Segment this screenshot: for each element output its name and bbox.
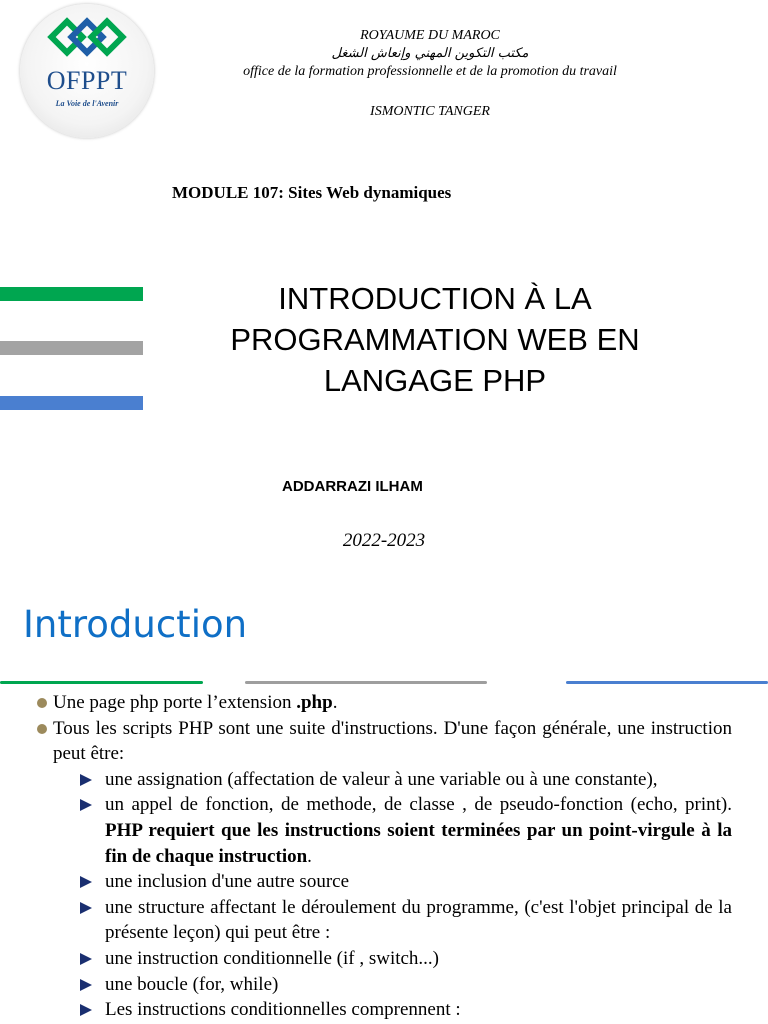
kingdom-label: ROYAUME DU MAROC xyxy=(360,28,500,43)
author-name: ADDARRAZI ILHAM xyxy=(282,478,423,495)
module-title: MODULE 107: Sites Web dynamiques xyxy=(172,183,452,202)
sub-list-item: Les instructions conditionnelles comprennent : xyxy=(53,997,732,1023)
sub-list-item: un appel de fonction, de methode, de classe , de pseudo-fonction (echo, print). PHP requiert que les instructions soient terminées par un point-virgule à la fin de chaque instruction. xyxy=(53,792,732,869)
title-line-1: INTRODUCTION À LA xyxy=(278,281,592,316)
ofppt-logo xyxy=(20,4,154,138)
list-item: Une page php porte l’extension .php. xyxy=(36,690,732,716)
sub-list-item: une structure affectant le déroulement du programme, (c'est l'objet principal de la présente leçon) qui peut être : xyxy=(53,895,732,946)
arabic-institution-name: مكتب التكوين المهني وإنعاش الشغل xyxy=(331,46,529,61)
school-name: ISMONTIC TANGER xyxy=(370,104,490,119)
blue-divider xyxy=(566,681,768,684)
green-accent-bar xyxy=(0,287,143,301)
extension-name: .php xyxy=(296,692,333,713)
sub-list-item: une boucle (for, while) xyxy=(53,972,732,998)
sub-list-item: une inclusion d'une autre source xyxy=(53,869,732,895)
title-line-3: LANGAGE PHP xyxy=(323,363,547,398)
presentation-title xyxy=(200,278,670,401)
academic-year: 2022-2023 xyxy=(342,530,426,551)
institution-header xyxy=(180,27,680,81)
logo-motto: La Voie de l'Avenir xyxy=(55,99,119,108)
sub-list-item: une instruction conditionnelle (if , switch...) xyxy=(53,946,732,972)
intro-content xyxy=(36,690,732,1023)
gray-divider xyxy=(245,681,487,684)
section-title: Introduction xyxy=(23,603,248,646)
list-item: Tous les scripts PHP sont une suite d'instructions. D'une façon générale, une instruction peut être: une assignation (affectation de valeur à une variable ou à une constante), un appel de fonction, de methode, de classe , de pseudo-fonction (echo, print). PHP requiert que les instructions soient terminées par un point-virgule à la fin de chaque instruction. une inclusion d'une autre source une structure affectant le déroulement du programme, (c'est l'objet principal de la présente leçon) qui peut être : une instruction conditionnelle (if , switch...) une boucle (for, while) Les instructions conditionnelles comprennent : xyxy=(36,716,732,1023)
gray-accent-bar xyxy=(0,341,143,355)
title-line-2: PROGRAMMATION WEB EN xyxy=(230,322,640,357)
semicolon-rule: PHP requiert que les instructions soient terminées par un point-virgule à la fin de chaque instruction xyxy=(105,819,732,867)
office-label: office de la formation professionnelle et de la promotion du travail xyxy=(243,64,617,79)
blue-accent-bar xyxy=(0,396,143,410)
sub-list-item: une assignation (affectation de valeur à une variable ou à une constante), xyxy=(53,767,732,793)
green-divider xyxy=(0,681,203,684)
logo-text: OFPPT xyxy=(46,66,128,95)
